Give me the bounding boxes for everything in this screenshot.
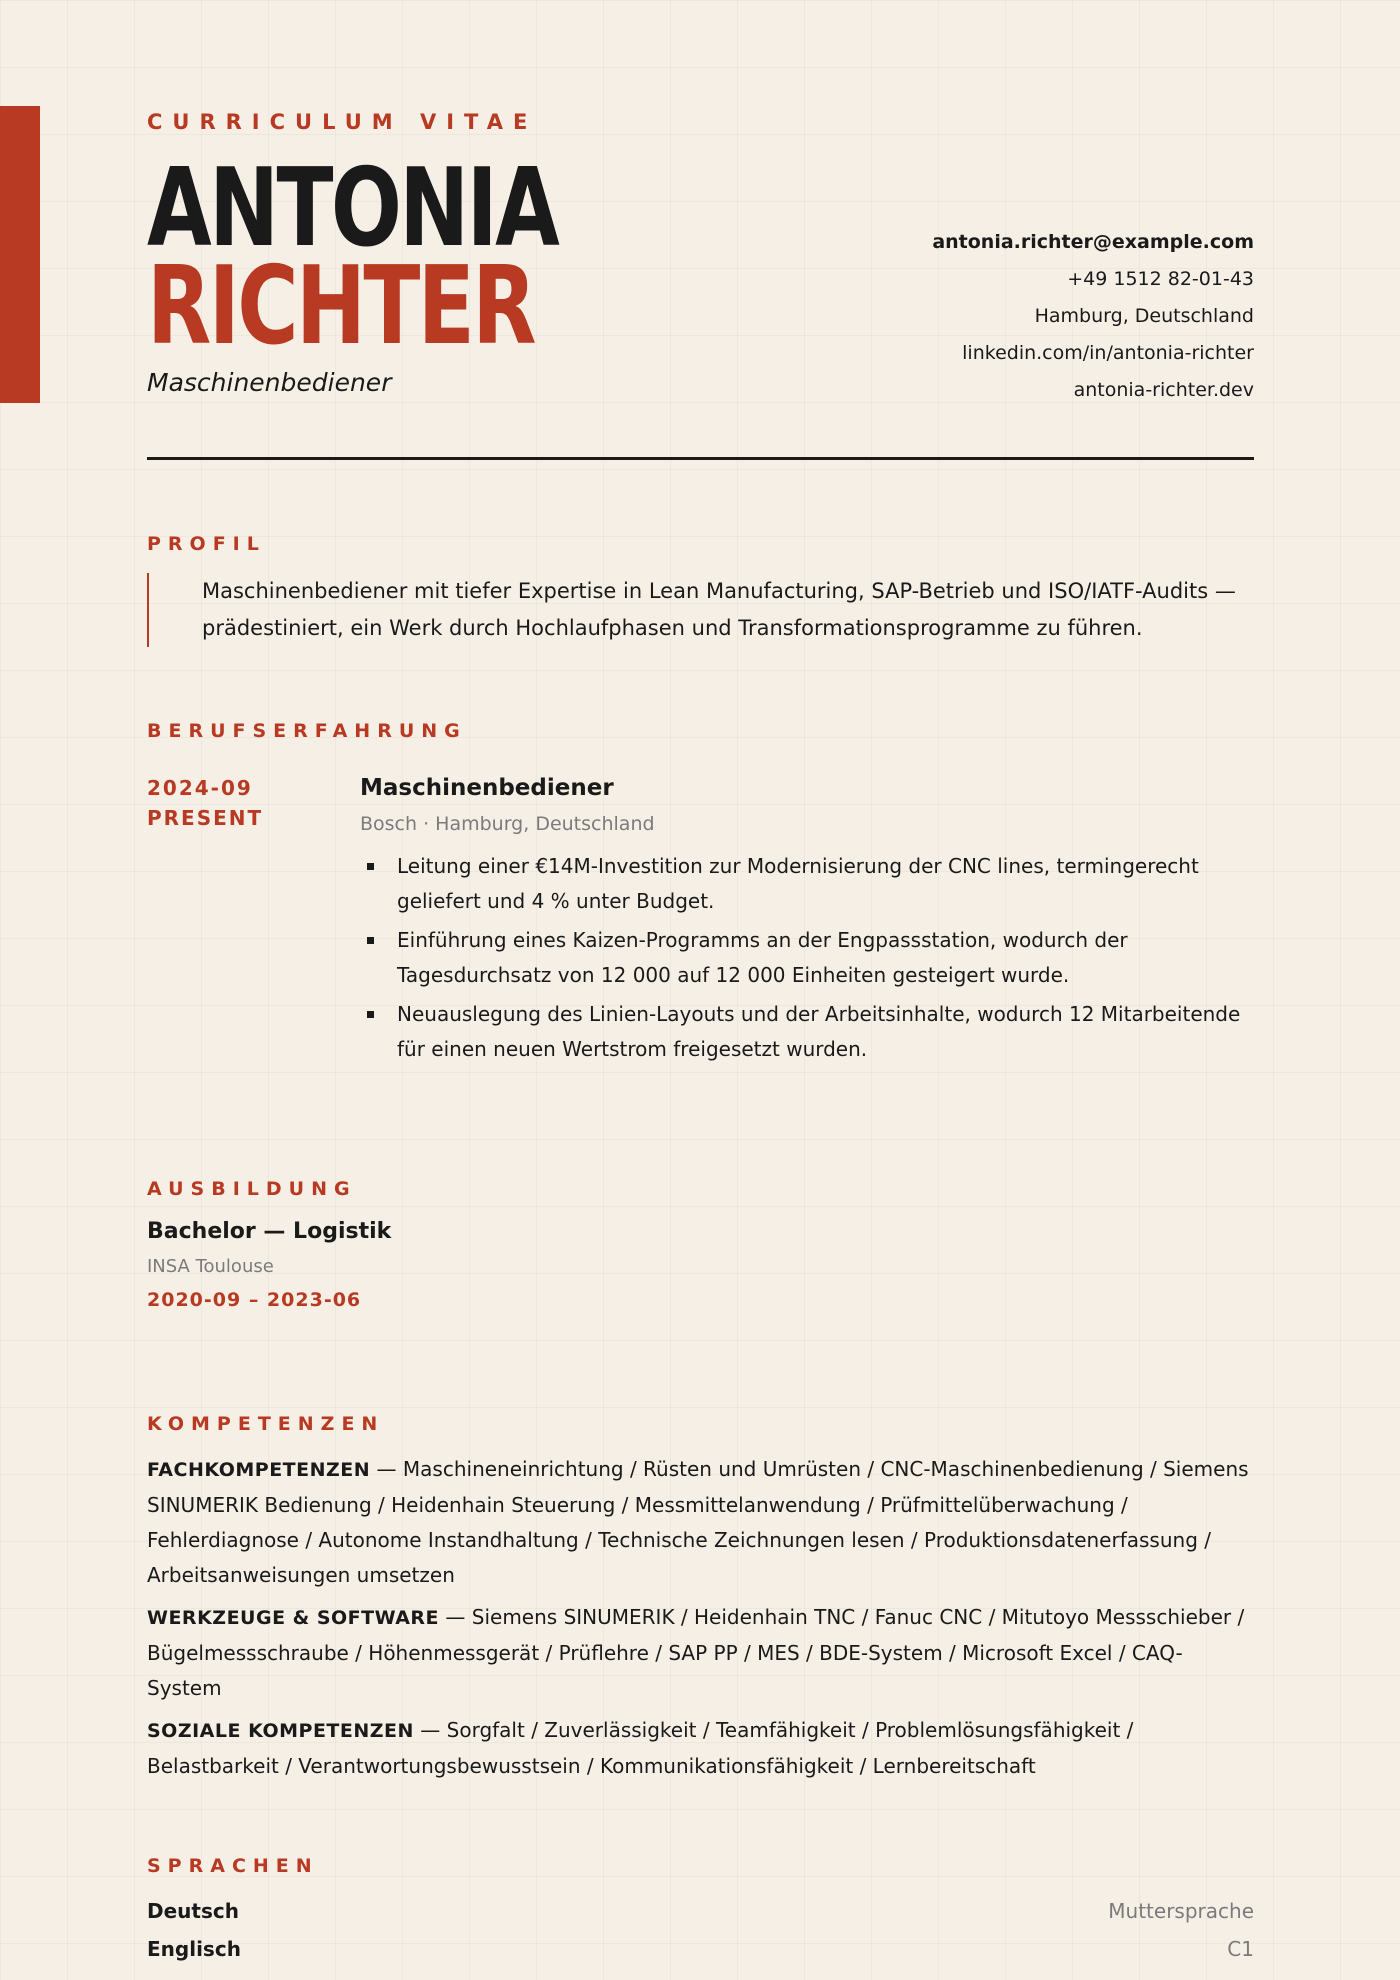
- contact-email[interactable]: antonia.richter@example.com: [932, 231, 1254, 253]
- experience-bullet: Neuauslegung des Linien-Layouts und der Arbeitsinhalte, wodurch 12 Mitarbeitende für einen neuen Wertstrom freigesetzt wurden.: [360, 997, 1254, 1067]
- skills-heading: KOMPETENZEN: [147, 1413, 385, 1435]
- skills-block: [147, 1452, 1254, 1791]
- education-degree: Bachelor — Logistik: [147, 1219, 392, 1244]
- profile-summary: [147, 573, 1254, 647]
- skill-group-tools: [147, 1600, 1254, 1706]
- contact-linkedin[interactable]: linkedin.com/in/antonia-richter: [962, 342, 1254, 364]
- skill-group-text: Siemens SINUMERIK / Heidenhain TNC / Fanuc CNC / Mitutoyo Messschieber / Bügelmessschraube / Höhenmessgerät / Prüflehre / SAP PP / MES / BDE-System / Microsoft Excel / CAQ-System: [147, 1605, 1245, 1700]
- language-level: C1: [1227, 1937, 1254, 1961]
- contact-location: Hamburg, Deutschland: [1034, 305, 1254, 327]
- profile-text: Maschinenbediener mit tiefer Expertise in Lean Manufacturing, SAP-Betrieb und ISO/IATF-Audits — prädestiniert, ein Werk durch Hochlaufphasen und Transformationsprogramme zu führen.: [202, 579, 1236, 640]
- skill-group-text: Sorgfalt / Zuverlässigkeit / Teamfähigkeit / Problemlösungsfähigkeit / Belastbarkeit / Verantwortungsbewusstsein / Kommunikationsfähigkeit / Lernbereitschaft: [147, 1718, 1134, 1778]
- education-school: INSA Toulouse: [147, 1256, 274, 1277]
- contact-phone[interactable]: +49 1512 82-01-43: [1067, 268, 1254, 290]
- profile-heading: PROFIL: [147, 533, 266, 555]
- education-entry: [147, 1219, 391, 1311]
- last-name: RICHTER: [147, 244, 535, 369]
- languages-heading: SPRACHEN: [147, 1855, 319, 1877]
- accent-bar: [0, 106, 40, 403]
- experience-bullets: [360, 849, 1254, 1067]
- skill-group-label: FACHKOMPETENZEN: [147, 1459, 371, 1481]
- experience-bullet: Einführung eines Kaizen-Programms an der Engpassstation, wodurch der Tagesdurchsatz von 12 000 auf 12 000 Einheiten gesteigert wurde.: [360, 923, 1254, 993]
- experience-position: Maschinenbediener: [360, 775, 614, 801]
- education-dates: 2020-09 – 2023-06: [147, 1289, 362, 1311]
- skill-group-technical: [147, 1452, 1254, 1593]
- experience-end-date: PRESENT: [147, 806, 264, 830]
- education-heading: AUSBILDUNG: [147, 1178, 357, 1200]
- contact-website[interactable]: antonia-richter.dev: [1073, 379, 1254, 401]
- experience-start-date: 2024-09: [147, 776, 253, 800]
- language-row: [147, 1937, 1254, 1961]
- contact-block: [932, 224, 1254, 409]
- experience-heading: BERUFSERFAHRUNG: [147, 720, 467, 742]
- skill-group-soft: [147, 1713, 1254, 1784]
- skill-separator: —: [413, 1718, 447, 1742]
- language-name: Englisch: [147, 1937, 241, 1961]
- language-level: Muttersprache: [1108, 1899, 1254, 1923]
- experience-company: Bosch · Hamburg, Deutschland: [360, 813, 655, 835]
- skill-group-label: WERKZEUGE & SOFTWARE: [147, 1607, 440, 1629]
- language-row: [147, 1899, 1254, 1923]
- experience-bullet: Leitung einer €14M-Investition zur Modernisierung der CNC lines, termingerecht geliefert und 4 % unter Budget.: [360, 849, 1254, 919]
- skill-separator: —: [370, 1457, 403, 1481]
- experience-entry: [360, 775, 1254, 1071]
- experience-dates: [147, 773, 263, 833]
- skill-group-text: Maschineneinrichtung / Rüsten und Umrüsten / CNC-Maschinenbedienung / Siemens SINUMERIK Bedienung / Heidenhain Steuerung / Messmittelanwendung / Prüfmittelüberwachung / Fehlerdiagnose / Autonome Instandhaltung / Technische Zeichnungen lesen / Produktionsdatenerfassung / Arbeitsanweisungen umsetzen: [147, 1457, 1249, 1587]
- skill-separator: —: [439, 1605, 472, 1629]
- job-title: Maschinenbediener: [147, 368, 392, 397]
- skill-group-label: SOZIALE KOMPETENZEN: [147, 1720, 414, 1742]
- header-divider: [147, 457, 1254, 460]
- document-eyebrow: CURRICULUM VITAE: [147, 110, 538, 134]
- language-name: Deutsch: [147, 1899, 239, 1923]
- first-name: ANTONIA: [147, 146, 558, 271]
